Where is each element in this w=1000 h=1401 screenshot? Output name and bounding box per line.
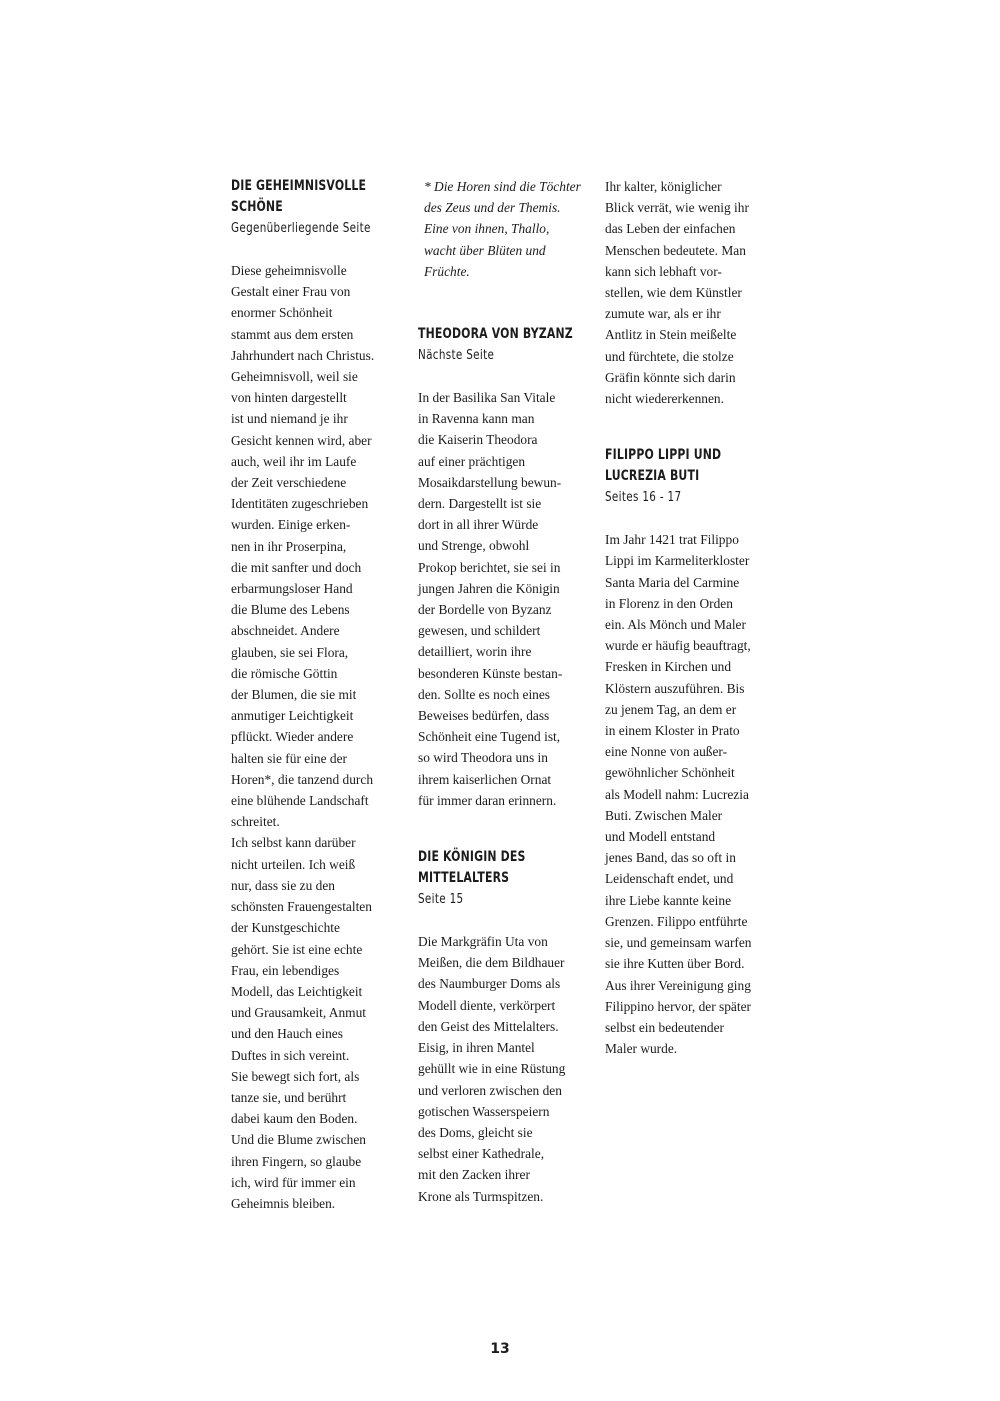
column-right	[605, 176, 785, 1059]
spacer	[605, 409, 785, 445]
column-left	[231, 176, 411, 1214]
section-subheading-page-ref: Seites 16 - 17	[605, 490, 682, 506]
section-subheading-page-ref: Nächste Seite	[418, 348, 495, 364]
section-body-filippo-lippi: Im Jahr 1421 trat Filippo Lippi im Karmeliterkloster Santa Maria del Carmine in Florenz in den Orden ein. Als Mönch und Maler wurde er häufig beauftragt, Fresken in Kirchen und Klöstern auszuführen. Bis zu jenem Tag, an dem er in einem Kloster in Prato eine Nonne von außer- gewöhnlicher Schönheit als Modell nahm: Lucrezia Buti. Zwischen Maler und Modell entstand jenes Band, das so oft in Leidenschaft endet, und ihre Liebe kannte keine Grenzen. Filippo entführte sie, und gemeinsam warfen sie ihre Kutten über Bord. Aus ihrer Vereinigung ging Filippino hervor, der später selbst ein bedeutender Maler wurde.	[605, 532, 752, 1057]
section-body-geheimnisvolle-schoene: Diese geheimnisvolle Gestalt einer Frau von enormer Schönheit stammt aus dem ersten Jahrhundert nach Christus. Geheimnisvoll, weil sie von hinten dargestellt ist und niemand je ihr Gesicht kennen wird, aber auch, weil ihr im Laufe der Zeit verschiedene Identitäten zugeschrieben wurden. Einige erken- nen in ihr Proserpina, die mit sanfter und doch erbarmungsloser Hand die Blume des Lebens abschneidet. Andere glauben, sie sei Flora, die römische Göttin der Blumen, die sie mit anmutiger Leichtigkeit pflückt. Wieder andere halten sie für eine der Horen*, die tanzend durch eine blühende Landschaft schreitet. Ich selbst kann darüber nicht urteilen. Ich weiß nur, dass sie zu den schönsten Frauengestalten der Kunstgeschichte gehört. Sie ist eine echte Frau, ein lebendiges Modell, das Leichtigkeit und Grausamkeit, Anmut und den Hauch eines Duftes in sich vereint. Sie bewegt sich fort, als tanze sie, und berührt dabei kaum den Boden. Und die Blume zwischen ihren Fingern, so glaube ich, wird für immer ein Geheimnis bleiben.	[231, 263, 375, 1211]
section-heading-koenigin-mittelalter: DIE KÖNIGIN DES MITTELALTERS	[418, 849, 526, 887]
spacer	[418, 282, 598, 324]
section-heading-filippo-lippi: FILIPPO LIPPI UND LUCREZIA BUTI	[605, 447, 722, 485]
section-subheading-page-ref: Gegenüberliegende Seite	[231, 221, 371, 236]
section-subheading-page-ref: Seite 15	[418, 892, 464, 908]
spacer	[418, 811, 598, 847]
section-body-theodora: In der Basilika San Vitale in Ravenna kann man die Kaiserin Theodora auf einer prächtigen Mosaikdarstellung bewun- dern. Dargestellt ist sie dort in all ihrer Würde und Strenge, obwohl Prokop berichtet, sie sei in jungen Jahren die Königin der Bordelle von Byzanz gewesen, und schildert detailliert, worin ihre besonderen Künste bestan- den. Sollte es noch eines Beweises bedürfen, dass Schönheit eine Tugend ist, so wird Theodora uns in ihrem kaiserlichen Ornat für immer daran erinnern.	[418, 390, 563, 808]
footnote-horen: * Die Horen sind die Töchter des Zeus und der Themis. Eine von ihnen, Thallo, wacht über Blüten und Früchte.	[424, 179, 581, 279]
section-body-uta-continued: Ihr kalter, königlicher Blick verrät, wie wenig ihr das Leben der einfachen Menschen bedeutete. Man kann sich lebhaft vor- stellen, wie dem Künstler zumute war, als er ihr Antlitz in Stein meißelte und fürchtete, die stolze Gräfin könnte sich darin nicht wiedererkennen.	[605, 179, 749, 407]
page-number: 13	[490, 1341, 510, 1357]
section-heading-theodora: THEODORA VON BYZANZ	[418, 326, 573, 343]
section-heading-geheimnisvolle-schoene: DIE GEHEIMNISVOLLE SCHÖNE	[231, 178, 367, 215]
section-body-koenigin-mittelalter: Die Markgräfin Uta von Meißen, die dem Bildhauer des Naumburger Doms als Modell diente, verkörpert den Geist des Mittelalters. Eisig, in ihren Mantel gehüllt wie in eine Rüstung und verloren zwischen den gotischen Wasserspeiern des Doms, gleicht sie selbst einer Kathedrale, mit den Zacken ihrer Krone als Turmspitzen.	[418, 934, 566, 1204]
column-middle	[418, 176, 598, 1207]
